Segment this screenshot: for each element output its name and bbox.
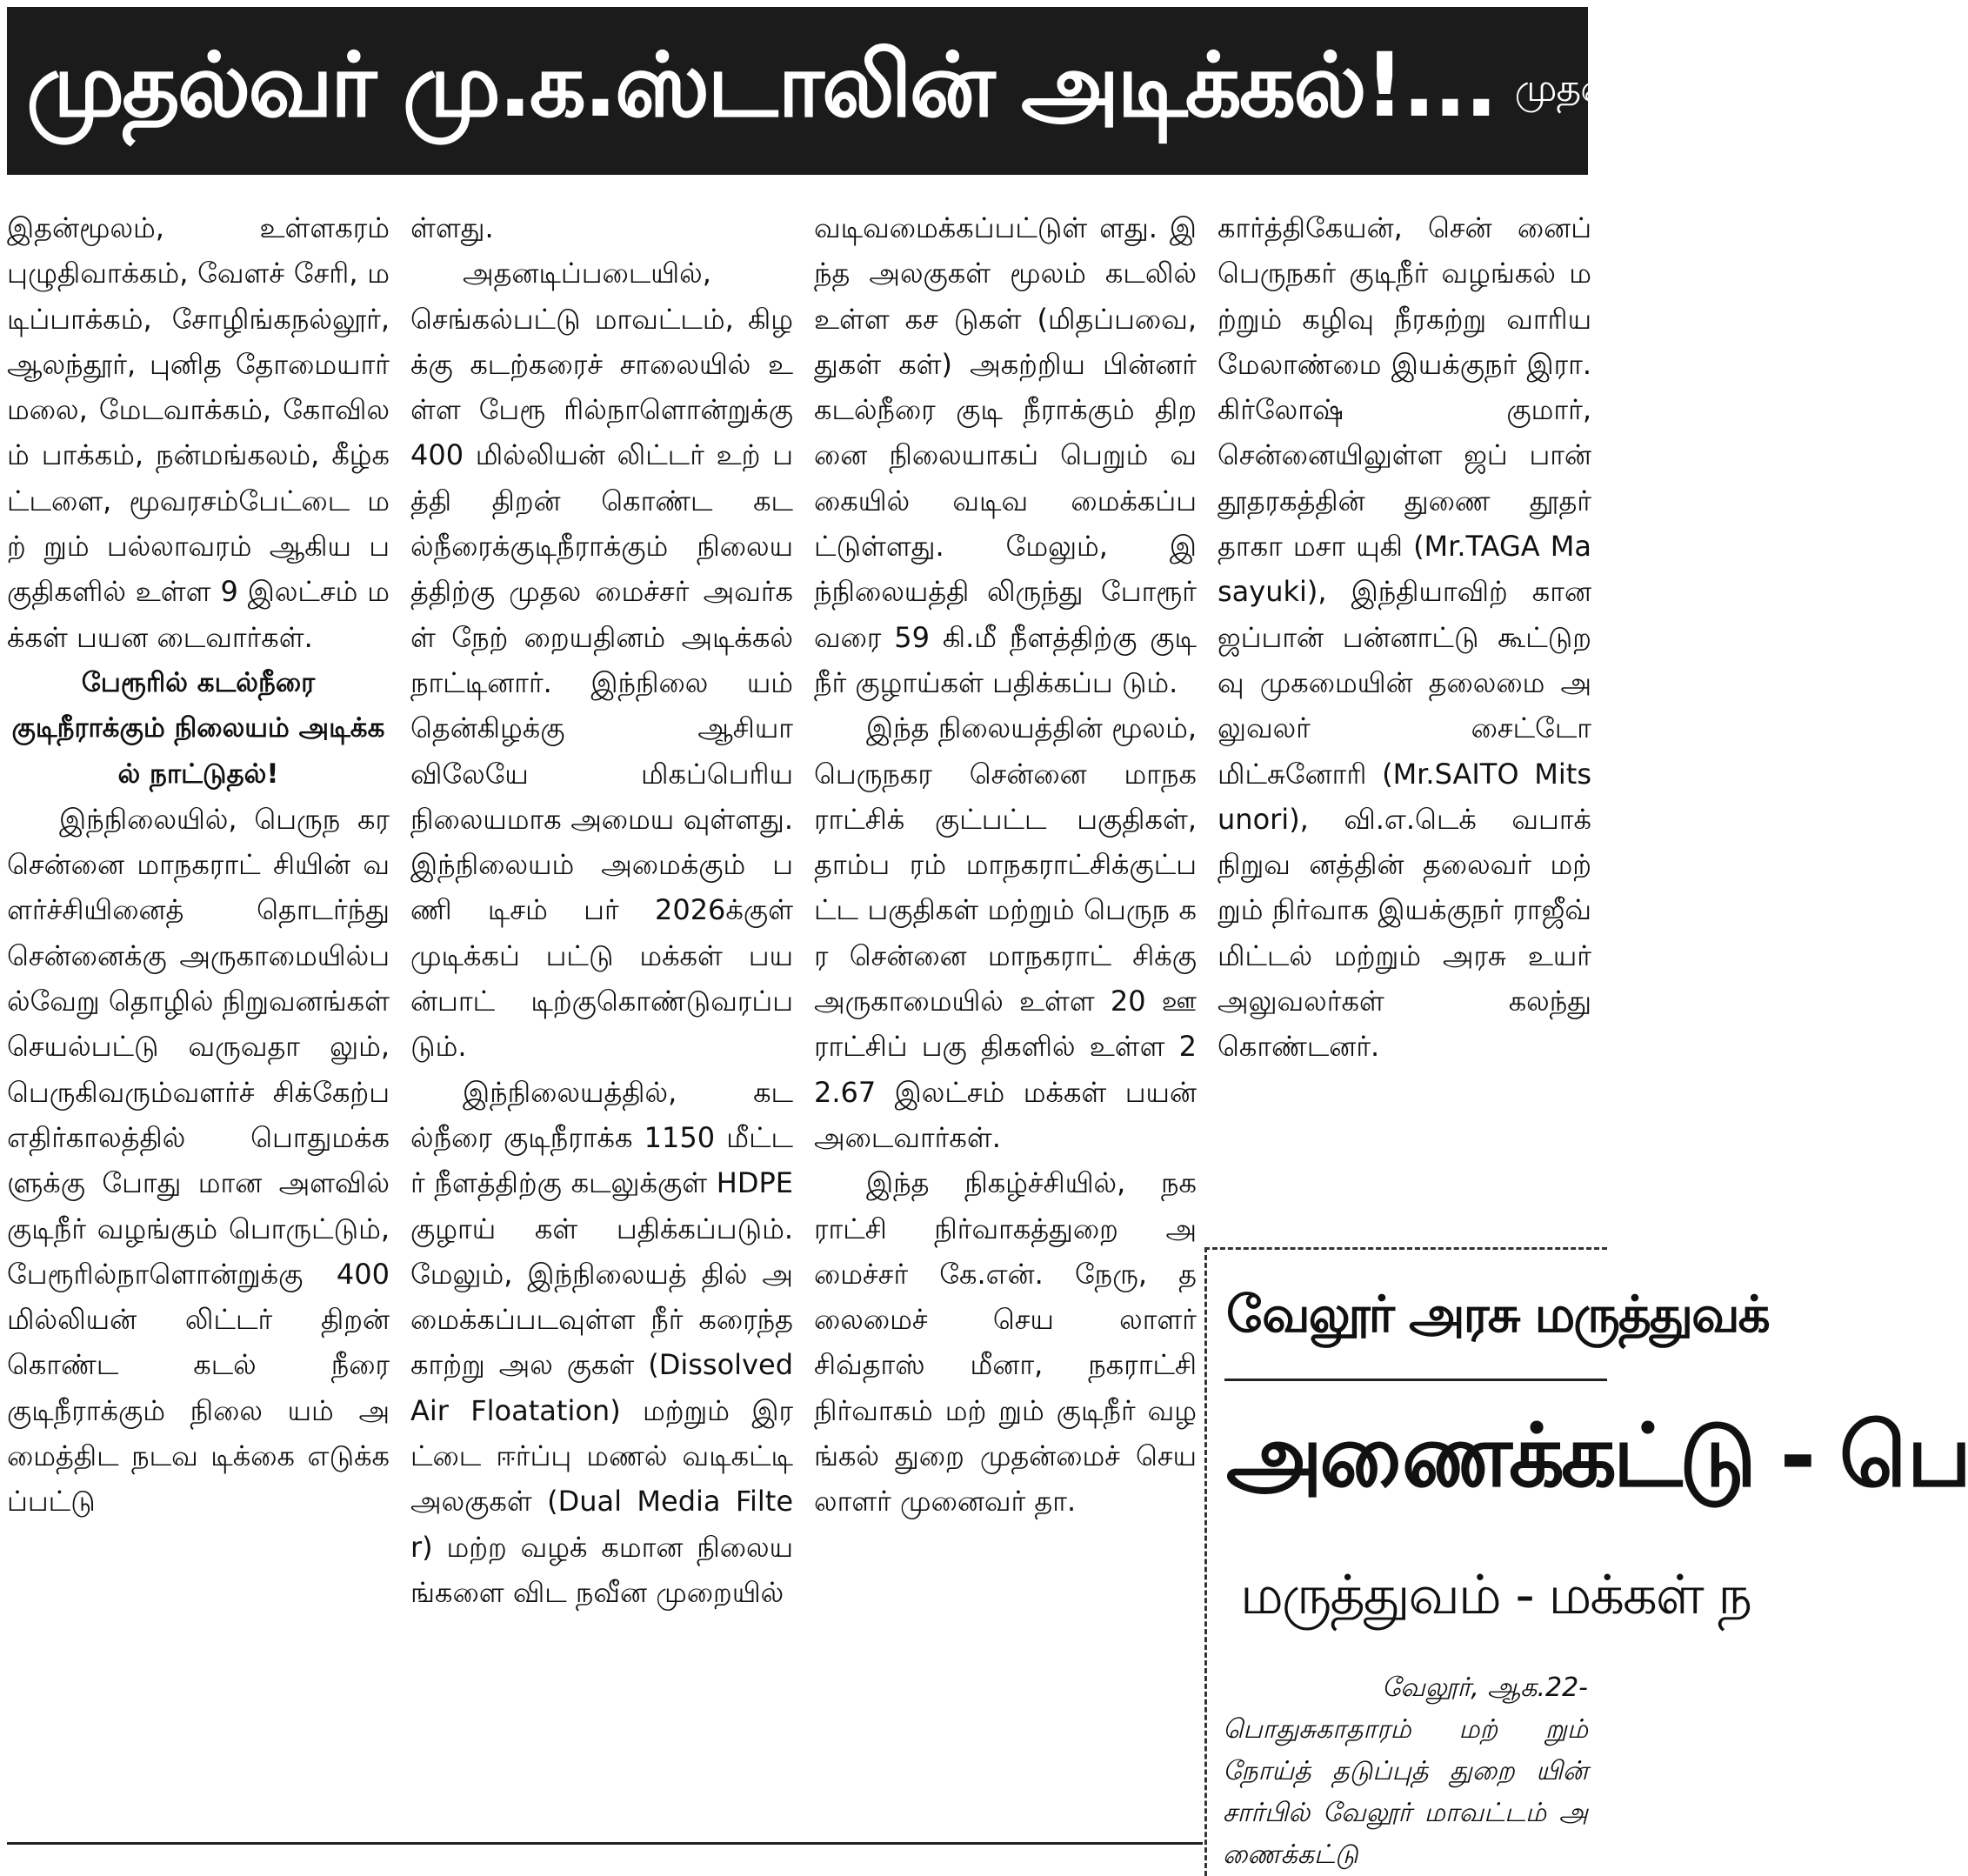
article-column-3 — [814, 205, 1197, 1840]
main-headline: முதல்வர் மு.க.ஸ்டாலின் அடிக்கல்!... — [26, 33, 1496, 137]
article-column-4 — [1217, 205, 1591, 1232]
paragraph: கார்த்திகேயன், சென் னைப் பெருநகர் குடிநீர் வழங்கல் மற்றும் கழிவு நீரகற்று வாரிய மேலாண்மை இயக்குநர் இரா.கிர்லோஷ் குமார், சென்னையிலுள்ள ஜப் பான் தூதரகத்தின் துணை தூதர் தாகா மசா யுகி (Mr.TAGA Masayuki), இந்தியாவிற் கான ஜப்பான் பன்னாட்டு கூட்டுறவு முகமையின் தலைமை அலுவலர் சைட்டோ மிட்சுனோரி (Mr.SAITO Mitsunori), வி.எ.டெக் வபாக் நிறுவ னத்தின் தலைவர் மற் றும் நிர்வாக இயக்குநர் ராஜீவ் மிட்டல் மற்றும் அரசு உயர் அலுவலர்கள் கலந்து கொண்டனர். — [1217, 211, 1591, 1064]
article-column-2 — [410, 205, 793, 1840]
paragraph: அதனடிப்படையில், செங்கல்பட்டு மாவட்டம், கிழக்கு கடற்கரைச் சாலையில் உள்ள பேரூ ரில்நாளொன்றுக்கு 400 மில்லியன் லிட்டர் உற் பத்தி திறன் கொண்ட கடல்நீரைக்குடிநீராக்கும் நிலையத்திற்கு முதல மைச்சர் அவர்கள் நேற் றையதினம் அடிக்கல் நாட்டினார். இந்நிலை யம் தென்கிழக்கு ஆசியா விலேயே மிகப்பெரிய நிலையமாக அமைய வுள்ளது. இந்நிலையம் அமைக்கும் பணி டிசம் பர் 2026க்குள் முடிக்கப் பட்டு மக்கள் பயன்பாட் டிற்குகொண்டுவரப்படும். — [410, 257, 793, 1064]
related-headline: அணைக்கட்டு - பெ — [1226, 1405, 1968, 1506]
paragraph: இந்த நிலையத்தின் மூலம், பெருநகர சென்னை மாநகராட்சிக் குட்பட்ட பகுதிகள், தாம்ப ரம் மாநகராட்சிக்குட்பட்ட பகுதிகள் மற்றும் பெருந கர சென்னை மாநகராட் சிக்கு அருகாமையில் உள்ள 20 ஊராட்சிப் பகு திகளில் உள்ள 22.67 இலட்சம் மக்கள் பயன் அடைவார்கள். — [814, 711, 1197, 1154]
dateline: வேலூர், ஆக.22- — [1381, 1672, 1588, 1703]
paragraph: இந்நிலையத்தில், கடல்நீரை குடிநீராக்க 1150 மீட்டர் நீளத்திற்கு கடலுக்குள் HDPE குழாய் கள் பதிக்கப்படும். மேலும், இந்நிலையத் தில் அமைக்கப்படவுள்ள நீர் கரைந்த காற்று அல குகள் (Dissolved Air Floatation) மற்றும் இரட்டை ஈர்ப்பு மணல் வடிகட்டி அலகுகள் (Dual Media Filter) மற்ற வழக் கமான நிலையங்களை விட நவீன முறையில் — [410, 1075, 793, 1609]
headline-banner — [7, 7, 1905, 175]
article-column-1 — [7, 205, 390, 1840]
paragraph: இந்த நிகழ்ச்சியில், நகராட்சி நிர்வாகத்துறை அமைச்சர் கே.என். நேரு, தலைமைச் செய லாளர் சிவ்தாஸ் மீனா, நகராட்சி நிர்வாகம் மற் றும் குடிநீர் வழங்கல் துறை முதன்மைச் செய லாளர் முனைவர் தா. — [814, 1166, 1197, 1519]
related-body — [1223, 1667, 1588, 1876]
related-story-box — [1204, 1247, 1968, 1876]
related-paragraph: பொதுசுகாதாரம் மற் றும் நோய்த் தடுப்புத் துறை யின் சார்பில் வேலூர் மாவட்டம் அணைக்கட்டு — [1223, 1714, 1588, 1870]
paragraph: ள்ளது. — [410, 211, 494, 244]
paragraph: இந்நிலையில், பெருந கர சென்னை மாநகராட் சியின் வளர்ச்சியினைத் தொடர்ந்து சென்னைக்கு அருகாமையில்பல்வேறு தொழில் நிறுவனங்கள் செயல்பட்டு வருவதா லும், பெருகிவரும்வளர்ச் சிக்கேற்ப எதிர்காலத்தில் பொதுமக்களுக்கு போது மான அளவில் குடிநீர் வழங்கும் பொருட்டும், பேரூரில்நாளொன்றுக்கு 400 மில்லியன் லிட்டர் திறன் கொண்ட கடல் நீரை குடிநீராக்கும் நிலை யம் அமைத்திட நடவ டிக்கை எடுக்கப்பட்டு — [7, 802, 390, 1519]
related-divider — [1224, 1379, 1607, 1381]
paragraph: இதன்மூலம், உள்ளகரம் புழுதிவாக்கம், வேளச் சேரி, மடிப்பாக்கம், சோழிங்கநல்லூர், ஆலந்தூர், புனித தோமையார் மலை, மேடவாக்கம், கோவிலம் பாக்கம், நன்மங்கலம், கீழ்கட்டளை, மூவரசம்பேட்டை மற் றும் பல்லாவரம் ஆகிய பகுதிகளில் உள்ள 9 இலட்சம் மக்கள் பயன டைவார்கள். — [7, 211, 390, 654]
sub-heading: பேரூரில் கடல்நீரை குடிநீராக்கும் நிலையம் அடிக்கல் நாட்டுதல்! — [11, 666, 385, 790]
paragraph: வடிவமைக்கப்பட்டுள் ளது. இந்த அலகுகள் மூலம் கடலில் உள்ள கச டுகள் (மிதப்பவை, துகள் கள்) அகற்றிய பின்னர் கடல்நீரை குடி நீராக்கும் திறனை நிலையாகப் பெறும் வகையில் வடிவ மைக்கப்பட்டுள்ளது. மேலும், இந்நிலையத்தி லிருந்து போரூர் வரை 59 கி.மீ நீளத்திற்கு குடி நீர் குழாய்கள் பதிக்கப்ப டும். — [814, 211, 1197, 699]
bottom-divider — [7, 1842, 1203, 1845]
related-deck: மருத்துவம் - மக்கள் ந — [1240, 1563, 1751, 1626]
related-kicker: வேலூர் அரசு மருத்துவக் — [1226, 1285, 1769, 1344]
continuation-label: முதல் பக்கத் தொடர்ச்சி — [1514, 66, 1905, 110]
